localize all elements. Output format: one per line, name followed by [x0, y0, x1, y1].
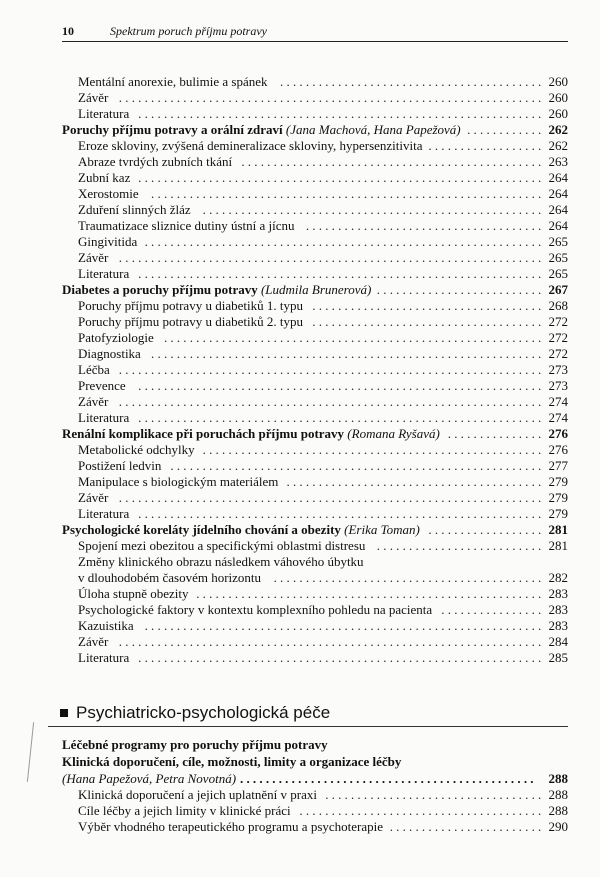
page-ref: 279 [548, 474, 568, 489]
toc-entry-title: Literatura [78, 650, 130, 665]
toc-entry-title: Postižení ledvin [78, 458, 162, 473]
toc-entry [0, 538, 600, 554]
page-ref: 260 [548, 74, 568, 89]
page-ref: 274 [548, 394, 568, 409]
running-title: Spektrum poruch příjmu potravy [110, 24, 267, 38]
page-ref: 284 [548, 634, 568, 649]
toc-entry-title: Prevence [78, 378, 126, 393]
toc-entry [0, 250, 600, 266]
toc-entry [0, 170, 600, 186]
dot-leader: ............................................................. [151, 186, 545, 201]
toc-entry [0, 803, 600, 819]
toc-entry-title: Gingivitida [78, 234, 138, 249]
toc-entry-title: Klinická doporučení a jejich uplatnění v praxi [78, 787, 317, 802]
page-ref: 272 [548, 330, 568, 345]
toc-entry-title: Diagnostika [78, 346, 141, 361]
toc-entry-title: Literatura [78, 410, 130, 425]
toc-entry [0, 90, 600, 106]
toc-entry-title: Poruchy příjmu potravy u diabetiků 2. typu [78, 314, 303, 329]
page-ref: 262 [548, 122, 568, 137]
dot-leader: ................ [441, 602, 545, 617]
dot-leader: ..................................................... [202, 442, 545, 457]
page-ref: 281 [548, 538, 568, 553]
dot-leader: .................................................................. [118, 394, 545, 409]
toc-entry-author: (Romana Ryšavá) [347, 426, 440, 441]
toc-entry [0, 602, 600, 618]
toc-entry [0, 378, 600, 394]
toc-entry-title: Cíle léčby a jejich limity v klinické práci [78, 803, 291, 818]
toc-entry-title: Poruchy příjmu potravy a orální zdraví (Jana Machová, Hana Papežová) [62, 122, 461, 137]
toc-entry-title: Léčba [78, 362, 110, 377]
toc-entry-title: Závěr [78, 634, 109, 649]
dot-leader: .................................... [312, 314, 545, 329]
toc-entry [0, 234, 600, 250]
toc-chapter-entry [0, 282, 600, 298]
dot-leader: ............................................................... [138, 506, 545, 521]
dot-leader: .................................................................. [118, 490, 545, 505]
page-ref: 263 [548, 154, 568, 169]
page-ref: 264 [548, 202, 568, 217]
page-ref: 262 [548, 138, 568, 153]
page-ref: 282 [548, 570, 568, 585]
toc-entry-title: Zubní kaz [78, 170, 131, 185]
dot-leader: .......................... [376, 282, 545, 297]
toc-entry-title: Kazuistika [78, 618, 134, 633]
page-ref: 265 [548, 234, 568, 249]
page-ref: 288 [548, 803, 568, 818]
dot-leader: .......................................... [273, 570, 545, 585]
toc-entry [0, 346, 600, 362]
chapter-author: (Hana Papežová, Petra Novotná) [62, 771, 237, 786]
toc-entry-title: Mentální anorexie, bulimie a spánek [78, 74, 268, 89]
toc-chapter-entry [0, 122, 600, 138]
chapter-heading-line-2: Klinická doporučení, cíle, možnosti, limity a organizace léčby [62, 754, 402, 769]
dot-leader: .............................................................. [144, 234, 545, 249]
toc-entry-title: Zduření slinných žláz [78, 202, 191, 217]
toc-entry [0, 490, 600, 506]
toc-entry [0, 787, 600, 803]
toc-entry-title: Literatura [78, 266, 130, 281]
toc-chapter-entry [0, 522, 600, 538]
toc-entry-title: Xerostomie [78, 186, 139, 201]
toc-entry [0, 442, 600, 458]
dot-leader: .................................................................. [118, 90, 545, 105]
toc-entry-title: Výběr vhodného terapeutického programu a psychoterapie [78, 819, 384, 834]
page-ref: 260 [548, 106, 568, 121]
page-ref: 273 [548, 378, 568, 393]
toc-entry-title: Abraze tvrdých zubních tkání [78, 154, 233, 169]
toc-entry-title: Literatura [78, 106, 130, 121]
dot-leader: .................................................................. [118, 634, 545, 649]
toc-entry-title: Poruchy příjmu potravy u diabetiků 1. typu [78, 298, 303, 313]
toc-entry-title: Závěr [78, 250, 109, 265]
toc-entry-title: Manipulace s biologickým materiálem [78, 474, 279, 489]
page-ref: 264 [548, 218, 568, 233]
toc-entry-title: Psychologické koreláty jídelního chování a obezity (Erika Toman) [62, 522, 420, 537]
page-ref: 283 [548, 602, 568, 617]
toc-entry [0, 650, 600, 666]
dot-leader: .................. [428, 138, 545, 153]
dot-leader: ............................................................... [138, 650, 545, 665]
page-ref: 274 [548, 410, 568, 425]
toc-entry [0, 154, 600, 170]
dot-leader: ........................................ [286, 474, 545, 489]
chapter-author-line [0, 770, 600, 787]
dot-leader: ............................................... [241, 154, 545, 169]
page-ref: 283 [548, 586, 568, 601]
dot-leader: ..................................................... [202, 202, 545, 217]
toc-entry [0, 586, 600, 602]
toc-entry-title: Renální komplikace při poruchách příjmu potravy (Romana Ryšavá) [62, 426, 440, 441]
page-ref: 276 [548, 442, 568, 457]
page-ref: 268 [548, 298, 568, 313]
dot-leader: ........................................................... [163, 330, 545, 345]
page-ref: 288 [548, 787, 568, 802]
toc-entry [0, 202, 600, 218]
dot-leader: .................. [428, 522, 545, 537]
dot-leader: ............................................................... [138, 266, 545, 281]
dot-leader: ............ [467, 122, 545, 137]
toc-entry-title: v dlouhodobém časovém horizontu [78, 570, 262, 585]
dot-leader: ..................................... [305, 218, 545, 233]
toc-entry [0, 330, 600, 346]
toc-entry-title: Traumatizace sliznice dutiny ústní a jícnu [78, 218, 295, 233]
toc-entry [0, 394, 600, 410]
dot-leader: .......................................................... [170, 458, 545, 473]
toc-entry [0, 634, 600, 650]
toc-entry-title: Úloha stupně obezity [78, 586, 189, 601]
page-ref: 283 [548, 618, 568, 633]
dot-leader: ......................................... [280, 74, 545, 89]
page-ref: 281 [548, 522, 568, 537]
page-ref: 264 [548, 170, 568, 185]
toc-entry [0, 74, 600, 90]
toc-entry [0, 554, 600, 570]
toc-entry [0, 362, 600, 378]
page-ref: 272 [548, 314, 568, 329]
toc-entry [0, 410, 600, 426]
page-ref: 279 [548, 506, 568, 521]
toc-entry [0, 266, 600, 282]
toc-entry [0, 106, 600, 122]
toc-entry [0, 314, 600, 330]
dot-leader: .................................................................. [118, 250, 545, 265]
chapter-heading-line-1: Léčebné programy pro poruchy příjmu potravy [62, 737, 328, 752]
dot-leader: ............................................................... [138, 378, 545, 393]
page-ref: 279 [548, 490, 568, 505]
toc-entry [0, 819, 600, 835]
toc-entry [0, 298, 600, 314]
dot-leader: .................................. [325, 787, 545, 802]
toc-entry-title: Literatura [78, 506, 130, 521]
running-header [62, 21, 568, 42]
page-number: 10 [62, 24, 74, 38]
toc-chapter-entry [0, 426, 600, 442]
page-ref: 267 [548, 282, 568, 297]
dot-leader: ............................................................. [151, 346, 545, 361]
page-ref: 277 [548, 458, 568, 473]
dot-leader: .............................................. [240, 771, 537, 786]
toc-entry [0, 570, 600, 586]
toc-entry-title: Závěr [78, 90, 109, 105]
page-ref: 265 [548, 250, 568, 265]
toc-entry-title: Závěr [78, 394, 109, 409]
toc-entry [0, 618, 600, 634]
toc-entry-title: Psychologické faktory v kontextu komplexního pohledu na pacienta [78, 602, 433, 617]
toc-entry-author: (Ludmila Brunerová) [260, 282, 372, 297]
toc-entry-author: (Erika Toman) [344, 522, 420, 537]
toc-entry [0, 474, 600, 490]
dot-leader: .................................... [312, 298, 545, 313]
toc-entry-title: Spojení mezi obezitou a specifickými oblastmi distresu [78, 538, 366, 553]
section-heading [48, 702, 568, 727]
table-of-contents [0, 74, 600, 666]
table-of-contents-section [0, 736, 600, 835]
page-ref: 265 [548, 266, 568, 281]
page-ref: 272 [548, 346, 568, 361]
dot-leader: ............................................................... [138, 170, 545, 185]
toc-entry-title: Eroze skloviny, zvýšená demineralizace skloviny, hypersenzitivita [78, 138, 423, 153]
section-title: Psychiatricko-psychologická péče [76, 703, 331, 722]
toc-entry-title: Diabetes a poruchy příjmu potravy (Ludmila Brunerová) [62, 282, 372, 297]
toc-entry [0, 186, 600, 202]
toc-entry [0, 506, 600, 522]
page-ref: 288 [548, 771, 568, 786]
dot-leader: ............................................................... [138, 106, 545, 121]
dot-leader: .............................................................. [144, 618, 545, 633]
dot-leader: .................................................................. [118, 362, 545, 377]
dot-leader: ............... [447, 426, 545, 441]
toc-entry-title: Změny klinického obrazu následkem váhového úbytku [78, 554, 364, 569]
toc-entry-author: (Jana Machová, Hana Papežová) [285, 122, 461, 137]
toc-entry [0, 218, 600, 234]
toc-entry [0, 458, 600, 474]
page-ref: 285 [548, 650, 568, 665]
dot-leader: ...................................... [299, 803, 545, 818]
square-bullet-icon [60, 709, 68, 717]
toc-entry-title: Závěr [78, 490, 109, 505]
toc-entry [0, 138, 600, 154]
dot-leader: .......................... [376, 538, 545, 553]
toc-entry-title: Metabolické odchylky [78, 442, 195, 457]
dot-leader: ........................ [389, 819, 545, 834]
page-ref: 260 [548, 90, 568, 105]
dot-leader: ...................................................... [196, 586, 545, 601]
page-ref: 264 [548, 186, 568, 201]
dot-leader: ............................................................... [138, 410, 545, 425]
toc-entry-title: Patofyziologie [78, 330, 154, 345]
page-ref: 290 [548, 819, 568, 834]
page-ref: 273 [548, 362, 568, 377]
page-ref: 276 [548, 426, 568, 441]
